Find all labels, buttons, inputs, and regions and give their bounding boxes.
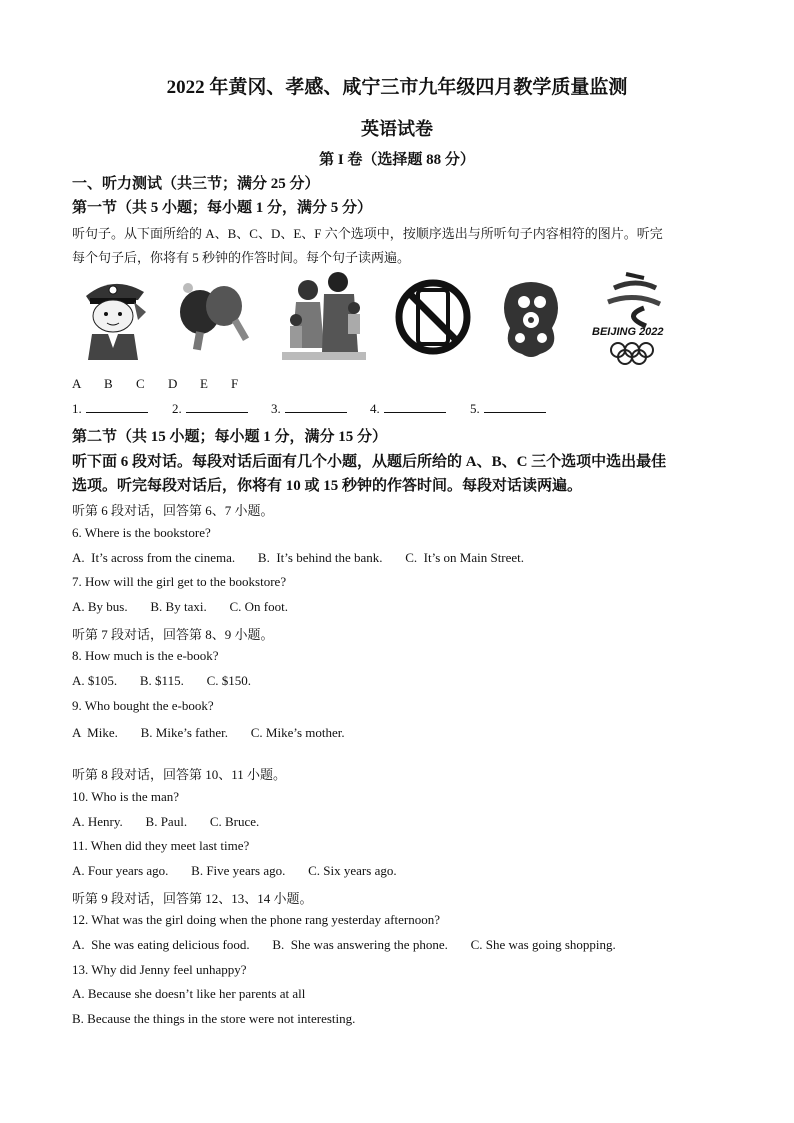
question: 7. How will the girl get to the bookstore? <box>72 574 287 589</box>
section2-heading: 第二节（共 15 小题；每小题 1 分，满分 15 分） <box>72 429 388 445</box>
picture-label: B <box>104 376 113 391</box>
question: 11. When did they meet last time? <box>72 838 250 853</box>
page-title: 2022 年黄冈、孝感、咸宁三市九年级四月教学质量监测 <box>166 77 628 98</box>
options: A. $105. B. $115. C. $150. <box>72 673 251 688</box>
question: 13. Why did Jenny feel unhappy? <box>72 962 247 977</box>
options: A. Henry. B. Paul. C. Bruce. <box>72 814 260 829</box>
no-phone-icon <box>392 268 474 366</box>
paper-cutting-icon <box>490 268 572 366</box>
options: A. Four years ago. B. Five years ago. C. Six years ago. <box>72 863 397 878</box>
beijing-2022-emblem-icon <box>586 268 682 366</box>
picture-label: F <box>231 376 239 391</box>
section1-heading: 第一节（共 5 小题；每小题 1 分，满分 5 分） <box>72 200 373 216</box>
picture-label: C <box>136 376 145 391</box>
dialogue-intro: 听第 9 段对话，回答第 12、13、14 小题。 <box>72 891 313 906</box>
question: 9. Who bought the e-book? <box>72 698 214 713</box>
dialogue-intro: 听第 6 段对话，回答第 6、7 小题。 <box>72 503 274 518</box>
dialogue-intro: 听第 8 段对话，回答第 10、11 小题。 <box>72 767 287 782</box>
family-icon <box>274 268 370 366</box>
section1-instructions-line1: 听句子。从下面所给的 A、B、C、D、E、F 六个选项中，按顺序选出与所听句子内容相符的图片。听完 <box>72 226 663 241</box>
picture-label: D <box>168 376 178 391</box>
picture-label: A <box>72 376 82 391</box>
answer-blank-4[interactable]: 4. <box>370 400 446 417</box>
section2-instructions-line2: 选项。听完每段对话后，你将有 10 或 15 秒钟的作答时间。每段对话读两遍。 <box>72 478 583 494</box>
options: A Mike. B. Mike’s father. C. Mike’s mother. <box>72 725 345 740</box>
answer-blank-2[interactable]: 2. <box>172 400 248 417</box>
options: A. By bus. B. By taxi. C. On foot. <box>72 599 288 614</box>
section2-instructions-line1: 听下面 6 段对话。每段对话后面有几个小题，从题后所给的 A、B、C 三个选项中选出最佳 <box>72 454 667 470</box>
ping-pong-paddles-icon <box>172 268 254 366</box>
picture-label: E <box>200 376 208 391</box>
question: 8. How much is the e-book? <box>72 648 219 663</box>
emblem-text: BEIJING 2022 <box>592 326 664 338</box>
question: 10. Who is the man? <box>72 789 179 804</box>
option: B. Because the things in the store were not interesting. <box>72 1011 356 1026</box>
answer-blank-1[interactable]: 1. <box>72 400 148 417</box>
answer-blank-3[interactable]: 3. <box>271 400 347 417</box>
options: A. She was eating delicious food. B. She was answering the phone. C. She was going shopping. <box>72 937 616 952</box>
dialogue-intro: 听第 7 段对话，回答第 8、9 小题。 <box>72 627 274 642</box>
section1-instructions-line2: 每个句子后，你将有 5 秒钟的作答时间。每个句子读两遍。 <box>72 250 411 265</box>
options: A. It’s across from the cinema. B. It’s behind the bank. C. It’s on Main Street. <box>72 550 525 565</box>
part-heading: 一、听力测试（共三节；满分 25 分） <box>72 176 320 192</box>
question: 6. Where is the bookstore? <box>72 525 211 540</box>
volume-title: 第 I 卷（选择题 88 分） <box>319 152 475 168</box>
answer-blank-5[interactable]: 5. <box>470 400 546 417</box>
police-officer-icon <box>72 268 154 366</box>
option: A. Because she doesn’t like her parents at all <box>72 986 306 1001</box>
question: 12. What was the girl doing when the phone rang yesterday afternoon? <box>72 912 440 927</box>
subject-title: 英语试卷 <box>361 119 433 139</box>
